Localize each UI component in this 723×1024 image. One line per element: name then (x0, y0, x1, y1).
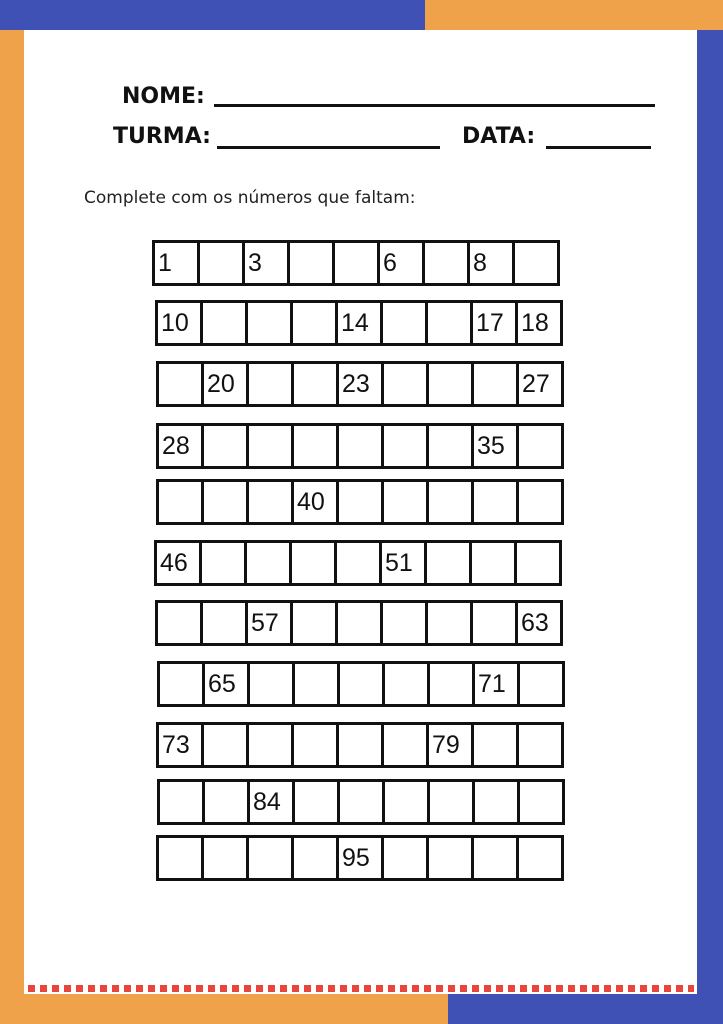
empty-number-cell[interactable] (294, 725, 339, 768)
empty-number-cell[interactable] (519, 725, 564, 768)
empty-number-cell[interactable] (429, 838, 474, 881)
empty-number-cell[interactable] (384, 364, 429, 407)
empty-number-cell[interactable] (384, 725, 429, 768)
number-row (156, 835, 564, 881)
empty-number-cell[interactable] (247, 543, 292, 586)
empty-number-cell[interactable] (517, 543, 562, 586)
given-number-cell: 27 (519, 364, 564, 407)
empty-number-cell[interactable] (340, 664, 385, 707)
empty-number-cell[interactable] (383, 603, 428, 646)
given-number-cell: 51 (382, 543, 427, 586)
number-row (156, 722, 564, 768)
empty-number-cell[interactable] (294, 838, 339, 881)
given-number-cell: 6 (380, 243, 425, 286)
number-row (155, 300, 563, 346)
empty-number-cell[interactable] (519, 426, 564, 469)
empty-number-cell[interactable] (472, 543, 517, 586)
empty-number-cell[interactable] (294, 364, 339, 407)
number-row (154, 540, 562, 586)
empty-number-cell[interactable] (474, 364, 519, 407)
empty-number-cell[interactable] (429, 482, 474, 525)
given-number-cell: 95 (339, 838, 384, 881)
empty-number-cell[interactable] (292, 543, 337, 586)
empty-number-cell[interactable] (159, 482, 204, 525)
number-row (156, 423, 564, 469)
empty-number-cell[interactable] (339, 482, 384, 525)
empty-number-cell[interactable] (204, 482, 249, 525)
empty-number-cell[interactable] (519, 482, 564, 525)
given-number-cell: 46 (157, 543, 202, 586)
empty-number-cell[interactable] (427, 543, 472, 586)
given-number-cell: 8 (470, 243, 515, 286)
empty-number-cell[interactable] (160, 782, 205, 825)
empty-number-cell[interactable] (473, 603, 518, 646)
empty-number-cell[interactable] (204, 838, 249, 881)
given-number-cell: 10 (158, 303, 203, 346)
date-label: DATA: (462, 124, 536, 149)
empty-number-cell[interactable] (249, 364, 294, 407)
number-row (152, 240, 560, 286)
given-number-cell: 17 (473, 303, 518, 346)
empty-number-cell[interactable] (159, 838, 204, 881)
number-row (157, 779, 565, 825)
empty-number-cell[interactable] (250, 664, 295, 707)
empty-number-cell[interactable] (430, 782, 475, 825)
empty-number-cell[interactable] (383, 303, 428, 346)
empty-number-cell[interactable] (474, 725, 519, 768)
empty-number-cell[interactable] (425, 243, 470, 286)
empty-number-cell[interactable] (519, 838, 564, 881)
empty-number-cell[interactable] (249, 725, 294, 768)
given-number-cell: 14 (338, 303, 383, 346)
empty-number-cell[interactable] (294, 426, 339, 469)
empty-number-cell[interactable] (203, 303, 248, 346)
class-label: TURMA: (113, 124, 211, 149)
given-number-cell: 65 (205, 664, 250, 707)
empty-number-cell[interactable] (515, 243, 560, 286)
empty-number-cell[interactable] (337, 543, 382, 586)
empty-number-cell[interactable] (335, 243, 380, 286)
empty-number-cell[interactable] (248, 303, 293, 346)
empty-number-cell[interactable] (384, 482, 429, 525)
empty-number-cell[interactable] (340, 782, 385, 825)
empty-number-cell[interactable] (204, 725, 249, 768)
empty-number-cell[interactable] (384, 426, 429, 469)
given-number-cell: 23 (339, 364, 384, 407)
given-number-cell: 18 (518, 303, 563, 346)
empty-number-cell[interactable] (385, 782, 430, 825)
empty-number-cell[interactable] (249, 482, 294, 525)
empty-number-cell[interactable] (475, 782, 520, 825)
empty-number-cell[interactable] (203, 603, 248, 646)
given-number-cell: 1 (155, 243, 200, 286)
empty-number-cell[interactable] (204, 426, 249, 469)
empty-number-cell[interactable] (428, 303, 473, 346)
given-number-cell: 35 (474, 426, 519, 469)
empty-number-cell[interactable] (293, 303, 338, 346)
given-number-cell: 40 (294, 482, 339, 525)
empty-number-cell[interactable] (339, 426, 384, 469)
empty-number-cell[interactable] (295, 664, 340, 707)
number-row (156, 361, 564, 407)
number-row (155, 600, 563, 646)
empty-number-cell[interactable] (474, 838, 519, 881)
given-number-cell: 20 (204, 364, 249, 407)
empty-number-cell[interactable] (158, 603, 203, 646)
name-label: NOME: (122, 84, 205, 109)
given-number-cell: 73 (159, 725, 204, 768)
given-number-cell: 3 (245, 243, 290, 286)
empty-number-cell[interactable] (430, 664, 475, 707)
empty-number-cell[interactable] (249, 838, 294, 881)
instruction-text: Complete com os números que faltam: (84, 188, 416, 208)
empty-number-cell[interactable] (338, 603, 383, 646)
given-number-cell: 84 (250, 782, 295, 825)
empty-number-cell[interactable] (293, 603, 338, 646)
given-number-cell: 63 (518, 603, 563, 646)
given-number-cell: 57 (248, 603, 293, 646)
given-number-cell: 71 (475, 664, 520, 707)
empty-number-cell[interactable] (520, 664, 565, 707)
empty-number-cell[interactable] (200, 243, 245, 286)
empty-number-cell[interactable] (429, 426, 474, 469)
given-number-cell: 28 (159, 426, 204, 469)
empty-number-cell[interactable] (290, 243, 335, 286)
empty-number-cell[interactable] (205, 782, 250, 825)
empty-number-cell[interactable] (249, 426, 294, 469)
given-number-cell: 79 (429, 725, 474, 768)
empty-number-cell[interactable] (295, 782, 340, 825)
empty-number-cell[interactable] (385, 664, 430, 707)
empty-number-cell[interactable] (159, 364, 204, 407)
empty-number-cell[interactable] (202, 543, 247, 586)
empty-number-cell[interactable] (428, 603, 473, 646)
empty-number-cell[interactable] (160, 664, 205, 707)
empty-number-cell[interactable] (474, 482, 519, 525)
number-row (156, 479, 564, 525)
empty-number-cell[interactable] (520, 782, 565, 825)
empty-number-cell[interactable] (339, 725, 384, 768)
empty-number-cell[interactable] (429, 364, 474, 407)
number-row (157, 661, 565, 707)
empty-number-cell[interactable] (384, 838, 429, 881)
